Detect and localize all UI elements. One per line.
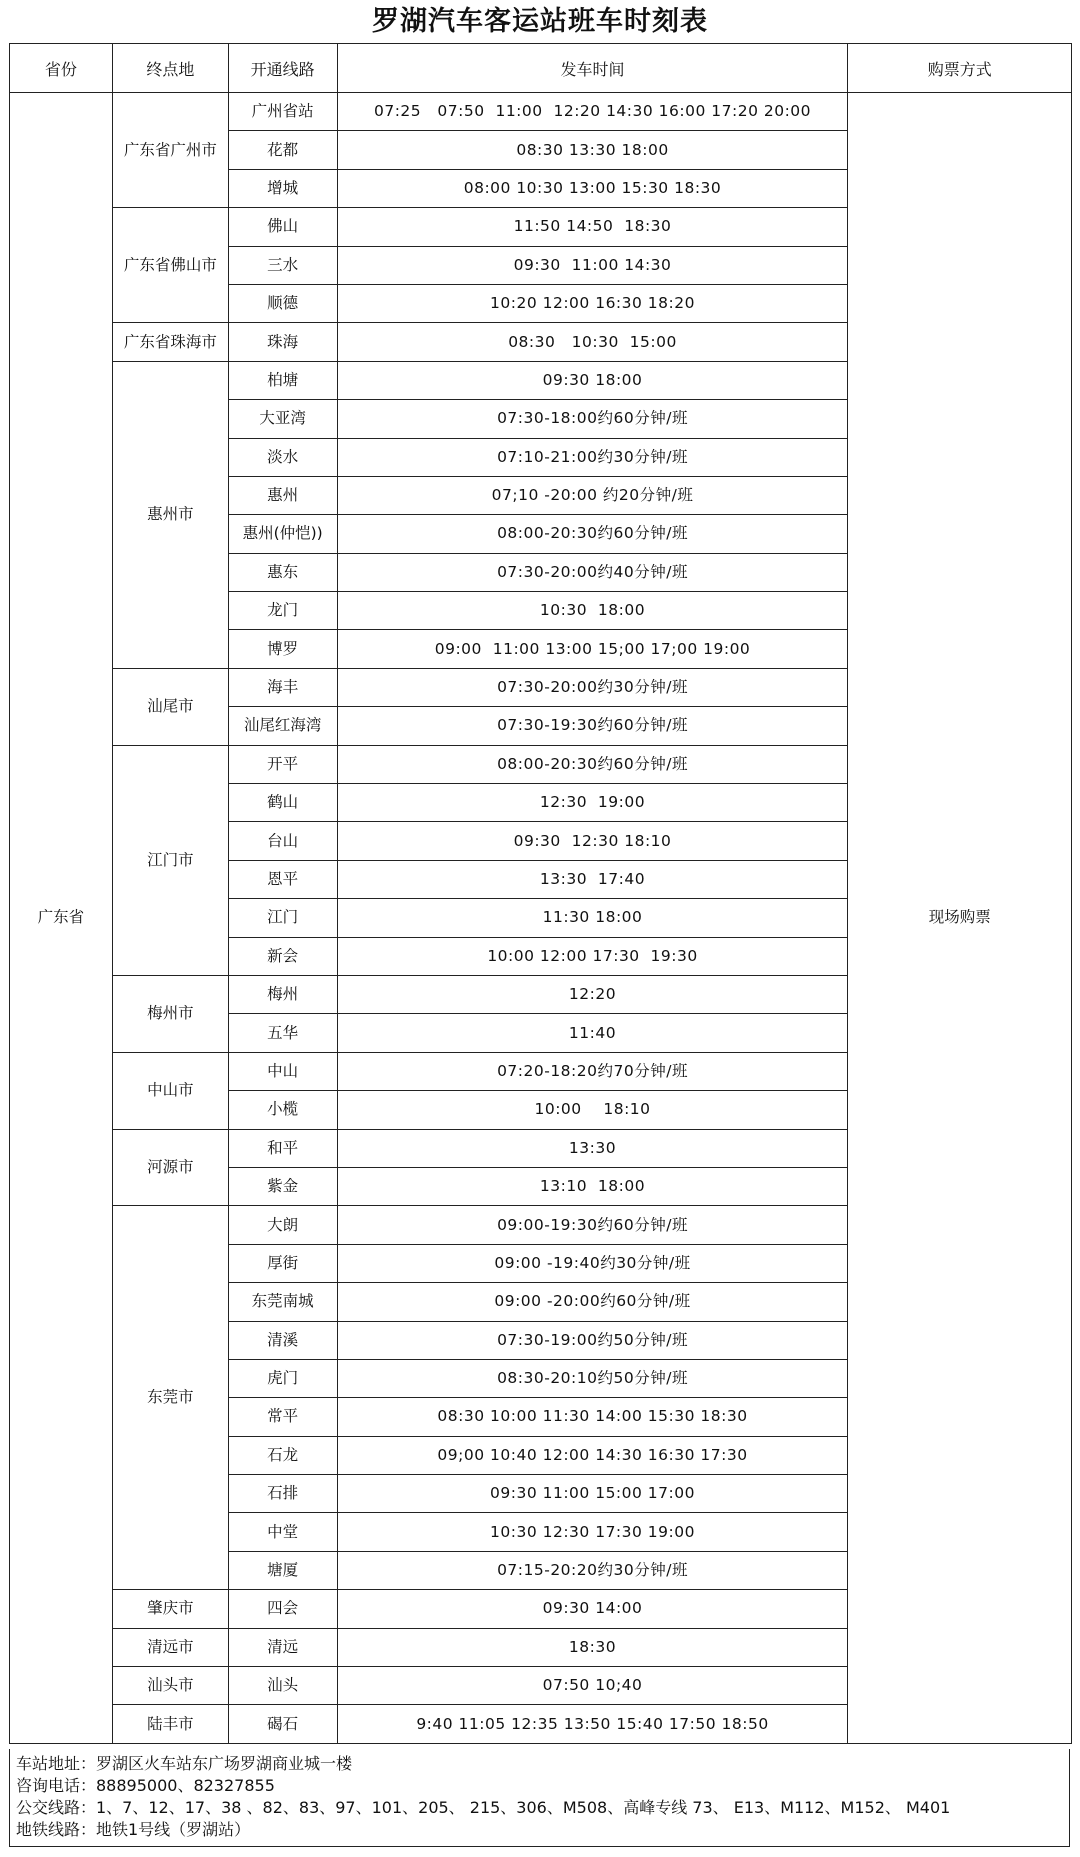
route-cell: 汕尾红海湾	[228, 707, 337, 745]
route-cell: 虎门	[228, 1359, 337, 1397]
route-cell: 惠州	[228, 476, 337, 514]
departure-times-cell: 12:30 19:00	[337, 784, 848, 822]
departure-times-cell: 07:30-20:00约40分钟/班	[337, 553, 848, 591]
departure-times-cell: 10:00 12:00 17:30 19:30	[337, 937, 848, 975]
route-cell: 厚街	[228, 1244, 337, 1282]
departure-times-cell: 07:30-18:00约60分钟/班	[337, 400, 848, 438]
route-cell: 小榄	[228, 1091, 337, 1129]
destination-cell: 广东省珠海市	[112, 323, 228, 361]
ticket-method-cell: 现场购票	[848, 93, 1072, 1744]
departure-times-cell: 09:00-19:30约60分钟/班	[337, 1206, 848, 1244]
station-address: 车站地址：罗湖区火车站东广场罗湖商业城一楼	[16, 1754, 353, 1773]
departure-times-cell: 10:00 18:10	[337, 1091, 848, 1129]
destination-cell: 汕头市	[112, 1667, 228, 1705]
departure-times-cell: 13:30	[337, 1129, 848, 1167]
route-cell: 广州省站	[228, 93, 337, 131]
route-cell: 汕头	[228, 1667, 337, 1705]
route-cell: 龙门	[228, 592, 337, 630]
route-cell: 博罗	[228, 630, 337, 668]
departure-times-cell: 09:00 -19:40约30分钟/班	[337, 1244, 848, 1282]
header-destination: 终点地	[112, 44, 228, 93]
route-cell: 大朗	[228, 1206, 337, 1244]
departure-times-cell: 08:00-20:30约60分钟/班	[337, 745, 848, 783]
route-cell: 清溪	[228, 1321, 337, 1359]
departure-times-cell: 11:50 14:50 18:30	[337, 208, 848, 246]
header-ticket: 购票方式	[848, 44, 1072, 93]
header-province: 省份	[10, 44, 113, 93]
route-cell: 常平	[228, 1398, 337, 1436]
departure-times-cell: 08:30 10:00 11:30 14:00 15:30 18:30	[337, 1398, 848, 1436]
departure-times-cell: 08:30 10:30 15:00	[337, 323, 848, 361]
departure-times-cell: 07:50 10;40	[337, 1667, 848, 1705]
station-info	[9, 1749, 1070, 1847]
route-cell: 佛山	[228, 208, 337, 246]
route-cell: 四会	[228, 1590, 337, 1628]
departure-times-cell: 08:30 13:30 18:00	[337, 131, 848, 169]
header-row	[10, 44, 1072, 93]
destination-cell: 河源市	[112, 1129, 228, 1206]
route-cell: 淡水	[228, 438, 337, 476]
departure-times-cell: 08:00 10:30 13:00 15:30 18:30	[337, 169, 848, 207]
departure-times-cell: 07:25 07:50 11:00 12:20 14:30 16:00 17:20 20:00	[337, 93, 848, 131]
departure-times-cell: 07;10 -20:00 约20分钟/班	[337, 476, 848, 514]
destination-cell: 江门市	[112, 745, 228, 975]
departure-times-cell: 07:30-20:00约30分钟/班	[337, 668, 848, 706]
route-cell: 海丰	[228, 668, 337, 706]
departure-times-cell: 10:30 18:00	[337, 592, 848, 630]
destination-cell: 陆丰市	[112, 1705, 228, 1743]
metro-line: 地铁线路：地铁1号线（罗湖站）	[16, 1820, 251, 1839]
route-cell: 紫金	[228, 1167, 337, 1205]
departure-times-cell: 11:40	[337, 1014, 848, 1052]
route-cell: 惠东	[228, 553, 337, 591]
bus-lines: 公交线路：1、7、12、17、38 、82、83、97、101、205、 215、306、M508、高峰专线 73、 E13、M112、M152、 M401	[16, 1798, 951, 1817]
route-cell: 中山	[228, 1052, 337, 1090]
destination-cell: 汕尾市	[112, 668, 228, 745]
route-cell: 花都	[228, 131, 337, 169]
route-cell: 珠海	[228, 323, 337, 361]
route-cell: 清远	[228, 1628, 337, 1666]
departure-times-cell: 9:40 11:05 12:35 13:50 15:40 17:50 18:50	[337, 1705, 848, 1743]
destination-cell: 梅州市	[112, 975, 228, 1052]
departure-times-cell: 09:30 11:00 15:00 17:00	[337, 1475, 848, 1513]
departure-times-cell: 07:30-19:30约60分钟/班	[337, 707, 848, 745]
destination-cell: 肇庆市	[112, 1590, 228, 1628]
route-cell: 新会	[228, 937, 337, 975]
departure-times-cell: 09:30 12:30 18:10	[337, 822, 848, 860]
province-cell: 广东省	[10, 93, 113, 1744]
departure-times-cell: 11:30 18:00	[337, 899, 848, 937]
route-cell: 鹤山	[228, 784, 337, 822]
departure-times-cell: 09:00 11:00 13:00 15;00 17;00 19:00	[337, 630, 848, 668]
departure-times-cell: 08:00-20:30约60分钟/班	[337, 515, 848, 553]
route-cell: 江门	[228, 899, 337, 937]
route-cell: 东莞南城	[228, 1283, 337, 1321]
destination-cell: 广东省广州市	[112, 93, 228, 208]
departure-times-cell: 10:30 12:30 17:30 19:00	[337, 1513, 848, 1551]
destination-cell: 清远市	[112, 1628, 228, 1666]
destination-cell: 广东省佛山市	[112, 208, 228, 323]
departure-times-cell: 07:15-20:20约30分钟/班	[337, 1551, 848, 1589]
route-cell: 石龙	[228, 1436, 337, 1474]
departure-times-cell: 07:20-18:20约70分钟/班	[337, 1052, 848, 1090]
departure-times-cell: 08:30-20:10约50分钟/班	[337, 1359, 848, 1397]
departure-times-cell: 13:10 18:00	[337, 1167, 848, 1205]
route-cell: 恩平	[228, 860, 337, 898]
departure-times-cell: 09:30 11:00 14:30	[337, 246, 848, 284]
route-cell: 梅州	[228, 975, 337, 1013]
departure-times-cell: 07:10-21:00约30分钟/班	[337, 438, 848, 476]
route-cell: 柏塘	[228, 361, 337, 399]
departure-times-cell: 18:30	[337, 1628, 848, 1666]
page-title: 罗湖汽车客运站班车时刻表	[372, 6, 708, 37]
route-cell: 台山	[228, 822, 337, 860]
route-cell: 和平	[228, 1129, 337, 1167]
destination-cell: 惠州市	[112, 361, 228, 668]
route-cell: 五华	[228, 1014, 337, 1052]
header-route: 开通线路	[228, 44, 337, 93]
departure-times-cell: 10:20 12:00 16:30 18:20	[337, 284, 848, 322]
route-cell: 惠州(仲恺))	[228, 515, 337, 553]
route-cell: 开平	[228, 745, 337, 783]
route-cell: 塘厦	[228, 1551, 337, 1589]
departure-times-cell: 09:00 -20:00约60分钟/班	[337, 1283, 848, 1321]
table-row	[10, 93, 1072, 131]
departure-times-cell: 07:30-19:00约50分钟/班	[337, 1321, 848, 1359]
route-cell: 碣石	[228, 1705, 337, 1743]
departure-times-cell: 12:20	[337, 975, 848, 1013]
departure-times-cell: 13:30 17:40	[337, 860, 848, 898]
header-departure: 发车时间	[337, 44, 848, 93]
route-cell: 石排	[228, 1475, 337, 1513]
route-cell: 三水	[228, 246, 337, 284]
route-cell: 顺德	[228, 284, 337, 322]
route-cell: 大亚湾	[228, 400, 337, 438]
route-cell: 中堂	[228, 1513, 337, 1551]
timetable	[9, 43, 1072, 1744]
destination-cell: 中山市	[112, 1052, 228, 1129]
destination-cell: 东莞市	[112, 1206, 228, 1590]
departure-times-cell: 09:30 14:00	[337, 1590, 848, 1628]
station-phone: 咨询电话：88895000、82327855	[16, 1776, 275, 1795]
departure-times-cell: 09:30 18:00	[337, 361, 848, 399]
departure-times-cell: 09;00 10:40 12:00 14:30 16:30 17:30	[337, 1436, 848, 1474]
route-cell: 增城	[228, 169, 337, 207]
